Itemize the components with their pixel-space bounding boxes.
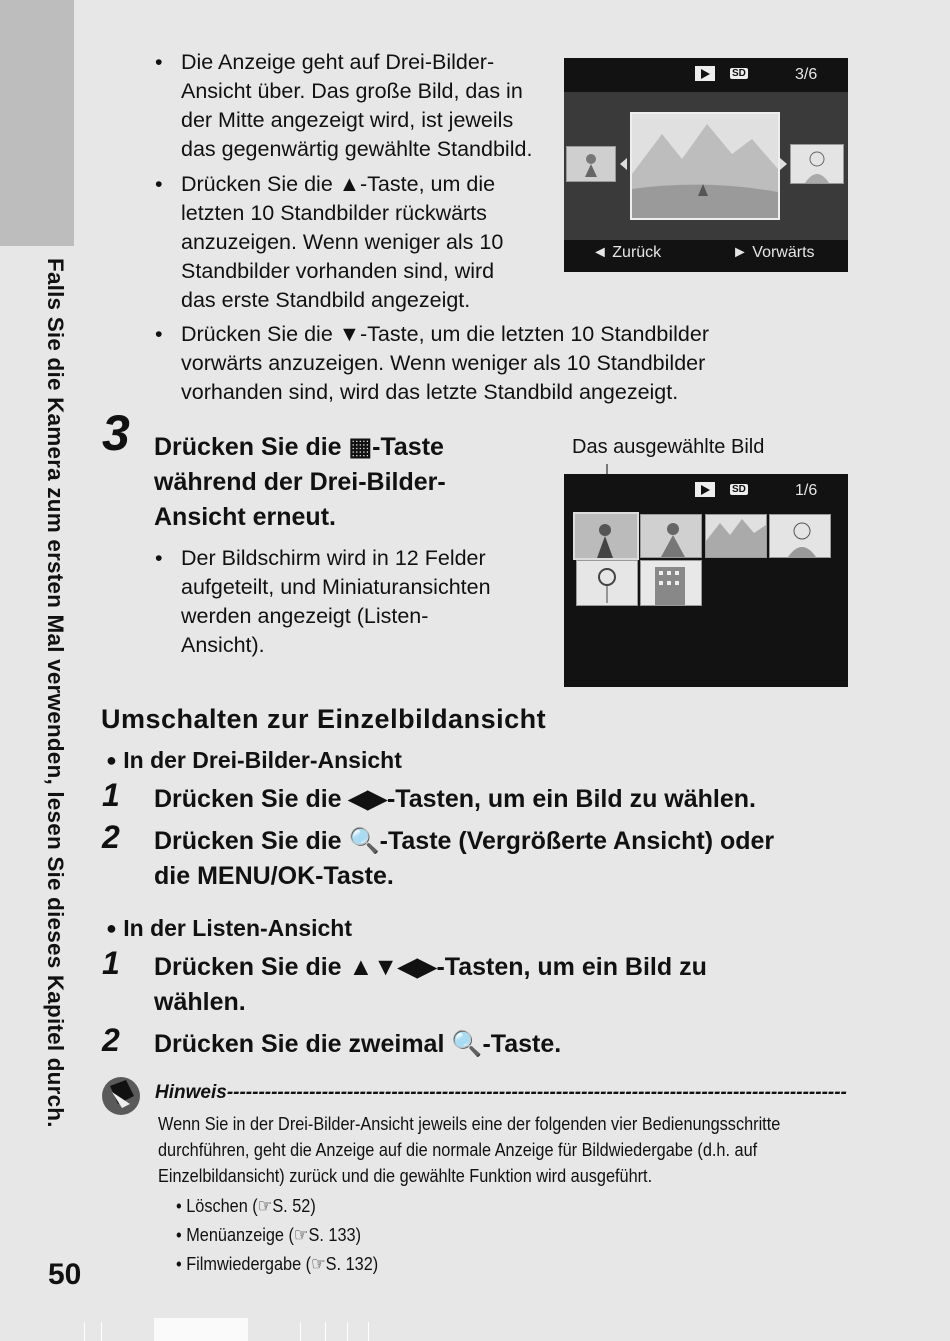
list-thumbnail [573,512,639,560]
selected-image-caption: Das ausgewählte Bild [572,436,765,458]
list-item: • Menüanzeige (☞S. 133) [176,1224,362,1245]
list-item: • Löschen (☞S. 52) [176,1195,316,1216]
bottom-tick [368,1322,369,1341]
camera-screen-list-view [564,474,848,687]
hint-list [176,1191,528,1278]
list-view-step-1: Drücken Sie die ▲▼◀▶-Tasten, um ein Bild zu wählen. [154,953,707,1016]
three-view-step-1: Drücken Sie die ◀▶-Tasten, um ein Bild zu wählen. [154,785,756,813]
list-thumbnail [576,560,638,606]
step-number: 3 [102,405,130,461]
image-counter: 1/6 [795,482,818,499]
bottom-margin-mark [154,1318,248,1341]
bullet-up-key: • Drücken Sie die ▲-Taste, um die letzten 10 Standbilder rückwärts anzuzeigen. Wenn weniger als 10 Standbilder vorhanden sind, wird das erste Standbild angezeigt. [155,172,504,312]
hint-title: Hinweis-------------------------------------------------------------------------------------------------- [155,1082,847,1103]
list-thumbnail [705,514,767,558]
list-item: • Filmwiedergabe (☞S. 132) [176,1253,379,1274]
hint-text: Wenn Sie in der Drei-Bilder-Ansicht jeweils eine der folgenden vier Bedienungsschritte durchführen, geht die Anzeige auf die normale Anzeige für Bildwiedergabe (d.h. auf Einzelbildansicht) zurück und die gewählte Funktion wird ausgeführt. [158,1113,781,1186]
sidebar-tab [0,0,74,246]
image-counter: 3/6 [795,66,818,83]
back-label: ◄ Zurück [592,244,662,261]
left-arrow-icon [620,158,627,170]
note-pencil-icon [100,1074,142,1116]
bottom-tick [101,1322,102,1341]
bullet-down-key: • Drücken Sie die ▼-Taste, um die letzten 10 Standbilder vorwärts anzuzeigen. Wenn weniger als 10 Standbilder vorhanden sind, wird das letzte Standbild angezeigt. [155,322,709,404]
sd-card-icon: SD [732,484,746,495]
right-arrow-icon [780,158,787,170]
list-thumbnail [769,514,831,558]
current-image [630,112,780,220]
step-number: 1 [102,945,120,981]
step-number: 2 [102,1022,120,1058]
bullet-list-view: • Der Bildschirm wird in 12 Felder aufgeteilt, und Miniaturansichten werden angezeigt (Listen- Ansicht). [155,546,491,657]
list-thumbnail [640,560,702,606]
page-number: 50 [48,1258,82,1291]
step-3-heading: Drücken Sie die ▦-Taste während der Drei-Bilder- Ansicht erneut. [154,433,446,531]
step-number: 2 [102,819,120,855]
chapter-title: Falls Sie die Kamera zum ersten Mal verwenden, lesen Sie dieses Kapitel durch. [43,258,68,1128]
list-view-step-2: Drücken Sie die zweimal 🔍-Taste. [154,1030,562,1058]
next-image-thumbnail [790,144,844,184]
play-icon [695,66,715,81]
bullet-three-view: • Die Anzeige geht auf Drei-Bilder- Ansicht über. Das große Bild, das in der Mitte angezeigt wird, ist jeweils das gegenwärtig gewählte Standbild. [155,50,533,161]
sd-card-icon: SD [732,68,746,79]
play-icon [695,482,715,497]
camera-screen-three-view [564,58,848,272]
previous-image-thumbnail [566,146,616,182]
bottom-tick [325,1322,326,1341]
section-title: Umschalten zur Einzelbildansicht [101,704,547,734]
forward-label: ► Vorwärts [732,244,815,261]
list-view-label: ● In der Listen-Ansicht [106,915,353,941]
three-view-label: ● In der Drei-Bilder-Ansicht [106,747,402,773]
bottom-tick [347,1322,348,1341]
bottom-tick [84,1322,85,1341]
step-number: 1 [102,777,120,813]
list-thumbnail [640,514,702,558]
three-view-step-2: Drücken Sie die 🔍-Taste (Vergrößerte Ansicht) oder die MENU/OK-Taste. [154,827,775,890]
bottom-tick [300,1322,301,1341]
